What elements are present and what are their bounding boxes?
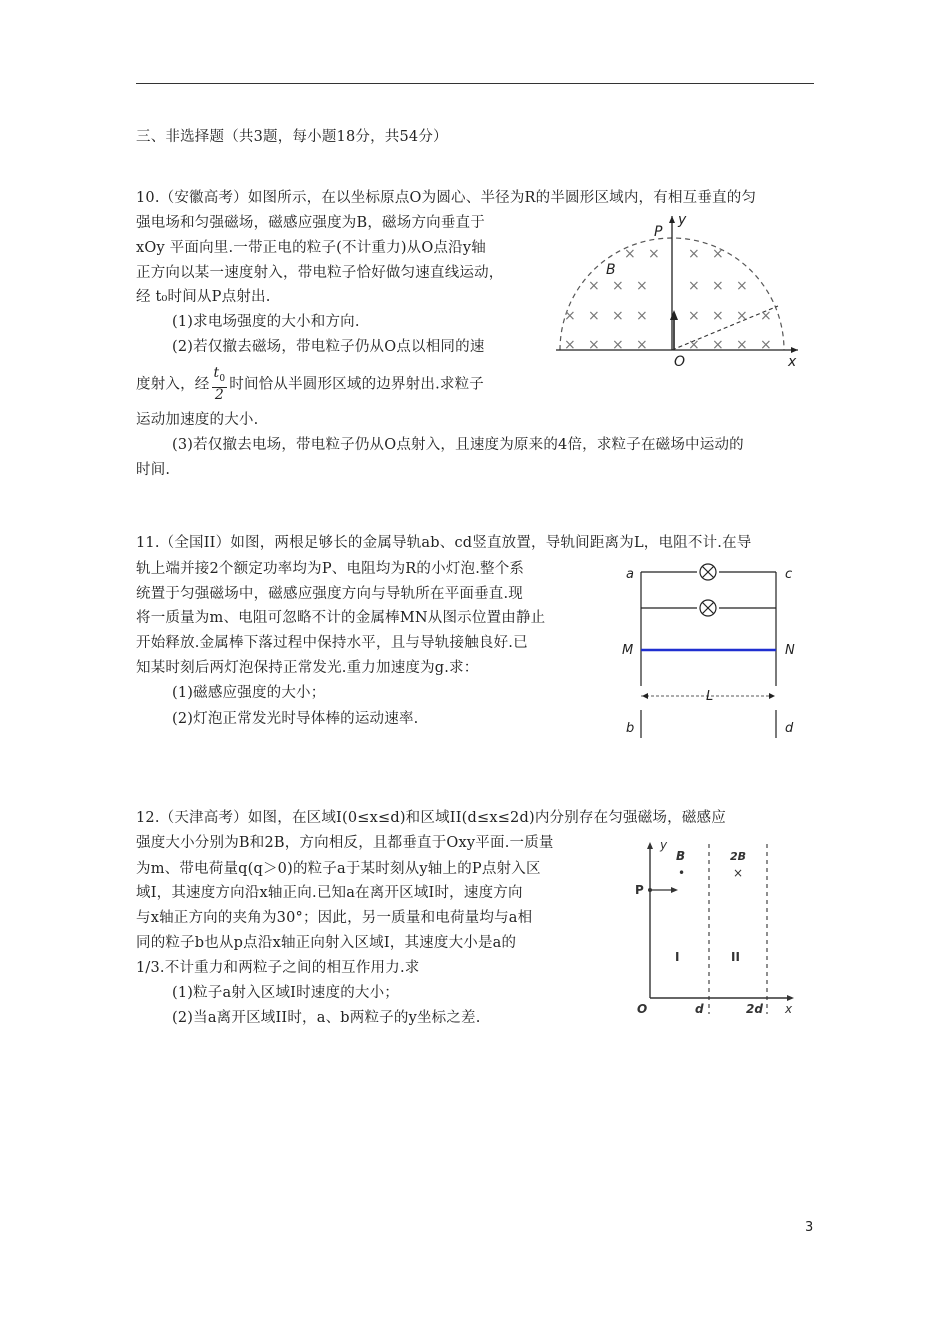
q10-part-3: (3)若仅撤去电场，带电粒子仍从O点射入，且速度为原来的4倍，求粒子在磁场中运动的 [172,437,744,453]
label-c: c [785,567,793,582]
q12-line-1: 12.（天津高考）如图，在区域I(0≤x≤d)和区域II(d≤x≤2d)内分别存在匀强磁场，磁感应 [136,810,726,826]
field-cross: × [588,278,600,294]
label-b: B [606,262,616,278]
point-p-marker [648,888,652,892]
label-o: O [637,1002,648,1016]
field-cross: × [688,308,700,324]
q11-line-3: 统置于匀强磁场中，磁感应强度方向与导轨所在平面垂直.现 [136,586,524,602]
field-cross: × [636,278,648,294]
field-cross: × [712,337,724,353]
dimension-arrow-right-icon [769,693,775,699]
label-a: a [626,567,634,582]
q12-line-3: 为m、带电荷量q(q＞0)的粒子a于某时刻从y轴上的P点射入区 [136,861,541,877]
q10-line-5: 经 t₀时间从P点射出. [136,289,271,305]
label-2d: 2d [746,1002,763,1016]
field-cross: × [636,308,648,324]
label-b: B [676,849,686,863]
label-n: N [785,643,795,658]
field-cross: × [612,278,624,294]
velocity-arrow-icon [670,310,678,320]
q12-line-4: 域I，其速度方向沿x轴正向.已知a在离开区域I时，速度方向 [136,885,523,901]
dimension-arrow-left-icon [642,693,648,699]
label-2b: 2B [730,850,747,863]
magnetic-field-crosses [564,246,772,353]
lamp-icon [700,564,716,580]
field-cross: × [688,337,700,353]
q10-line-2: 强电场和匀强磁场，磁感应强度为B，磁场方向垂直于 [136,215,485,231]
field-cross: × [712,278,724,294]
field-cross: × [760,308,772,324]
q11-line-1: 11.（全国II）如图，两根足够长的金属导轨ab、cd竖直放置，导轨间距离为L，电阻不计.在导 [136,535,752,551]
field-cross: × [636,337,648,353]
q10-part-1: (1)求电场强度的大小和方向. [172,314,360,330]
q12-line-6: 同的粒子b也从p点沿x轴正向射入区域I，其速度大小是a的 [136,935,517,951]
q10-part-2: (2)若仅撤去磁场，带电粒子仍从O点以相同的速 [172,339,485,355]
q11-line-6: 知某时刻后两灯泡保持正常发光.重力加速度为g.求： [136,660,479,676]
q10-line-3: xOy 平面向里.一带正电的粒子(不计重力)从O点沿y轴 [136,240,486,256]
q10-line-8 [136,366,484,403]
q12-part-1: (1)粒子a射入区域I时速度的大小； [172,985,400,1001]
field-cross: × [564,337,576,353]
t0-over-2-fraction [212,366,228,403]
x-axis-arrow-icon [791,347,798,353]
field-cross: × [648,246,660,262]
velocity-arrow-icon [671,887,678,893]
fraction-numerator: t [213,365,220,381]
label-x: x [785,1002,793,1016]
q12-line-7: 1/3.不计重力和两粒子之间的相互作用力.求 [136,960,420,976]
label-d: d [785,721,794,736]
q10-line-11: 时间. [136,462,171,478]
q12-part-2: (2)当a离开区域II时，a、b两粒子的y坐标之差. [172,1010,481,1026]
section-title: 三、非选择题（共3题，每小题18分，共54分） [136,129,448,145]
q10-semicircle-figure [548,210,810,370]
q10-line-4: 正方向以某一速度射入，带电粒子恰好做匀速直线运动， [136,265,504,281]
label-b: b [626,721,635,736]
field-out-dot-icon: • [678,866,686,880]
fraction-denominator: 2 [214,386,224,403]
label-p: P [635,883,644,897]
field-cross: × [612,308,624,324]
q12-line-2: 强度大小分别为B和2B，方向相反，且都垂直于Oxy平面.一质量 [136,835,554,851]
header-rule [136,83,814,84]
q11-line-4: 将一质量为m、电阻可忽略不计的金属棒MN从图示位置由静止 [136,610,546,626]
field-cross: × [624,246,636,262]
fraction-subscript: 0 [219,373,226,384]
label-m: M [622,643,634,658]
q11-part-1: (1)磁感应强度的大小； [172,685,326,701]
q11-part-2: (2)灯泡正常发光时导体棒的运动速率. [172,711,419,727]
q12-line-5: 与x轴正方向的夹角为30°；因此，另一质量和电荷量均与a相 [136,910,533,926]
field-cross: × [736,278,748,294]
x-axis-arrow-icon [787,995,794,1001]
y-axis-arrow-icon [669,216,675,223]
field-cross: × [564,308,576,324]
q11-line-2: 轨上端并接2个额定功率均为P、电阻均为R的小灯泡.整个系 [136,561,525,577]
field-cross: × [736,308,748,324]
field-cross: × [612,337,624,353]
q10-line-1: 10.（安徽高考）如图所示，在以坐标原点O为圆心、半径为R的半圆形区域内，有相互垂直的匀 [136,190,757,206]
field-cross: × [688,246,700,262]
y-axis-arrow-icon [647,842,653,849]
label-x: x [788,354,797,370]
field-cross: × [736,337,748,353]
label-l: L [706,689,714,704]
label-o: O [674,354,686,370]
field-in-cross-icon: × [733,866,744,880]
label-y: y [660,838,668,852]
label-p: P [654,224,663,240]
label-region-ii: II [731,950,740,964]
field-cross: × [588,337,600,353]
field-cross: × [712,308,724,324]
q10-line-8-pre: 度射入，经 [136,376,210,393]
page-number: 3 [805,1220,814,1235]
label-y: y [678,212,687,228]
field-cross: × [712,246,724,262]
q10-line-9: 运动加速度的大小. [136,412,259,428]
field-cross: × [760,337,772,353]
field-cross: × [688,278,700,294]
field-cross: × [588,308,600,324]
q11-rails-figure [618,560,808,742]
label-region-i: I [675,950,680,964]
q10-line-8-post: 时间恰从半圆形区域的边界射出.求粒子 [229,376,484,393]
lamp-icon [700,600,716,616]
q12-regions-figure [630,838,800,1018]
q11-line-5: 开始释放.金属棒下落过程中保持水平，且与导轨接触良好.已 [136,635,528,651]
label-d: d [695,1002,704,1016]
